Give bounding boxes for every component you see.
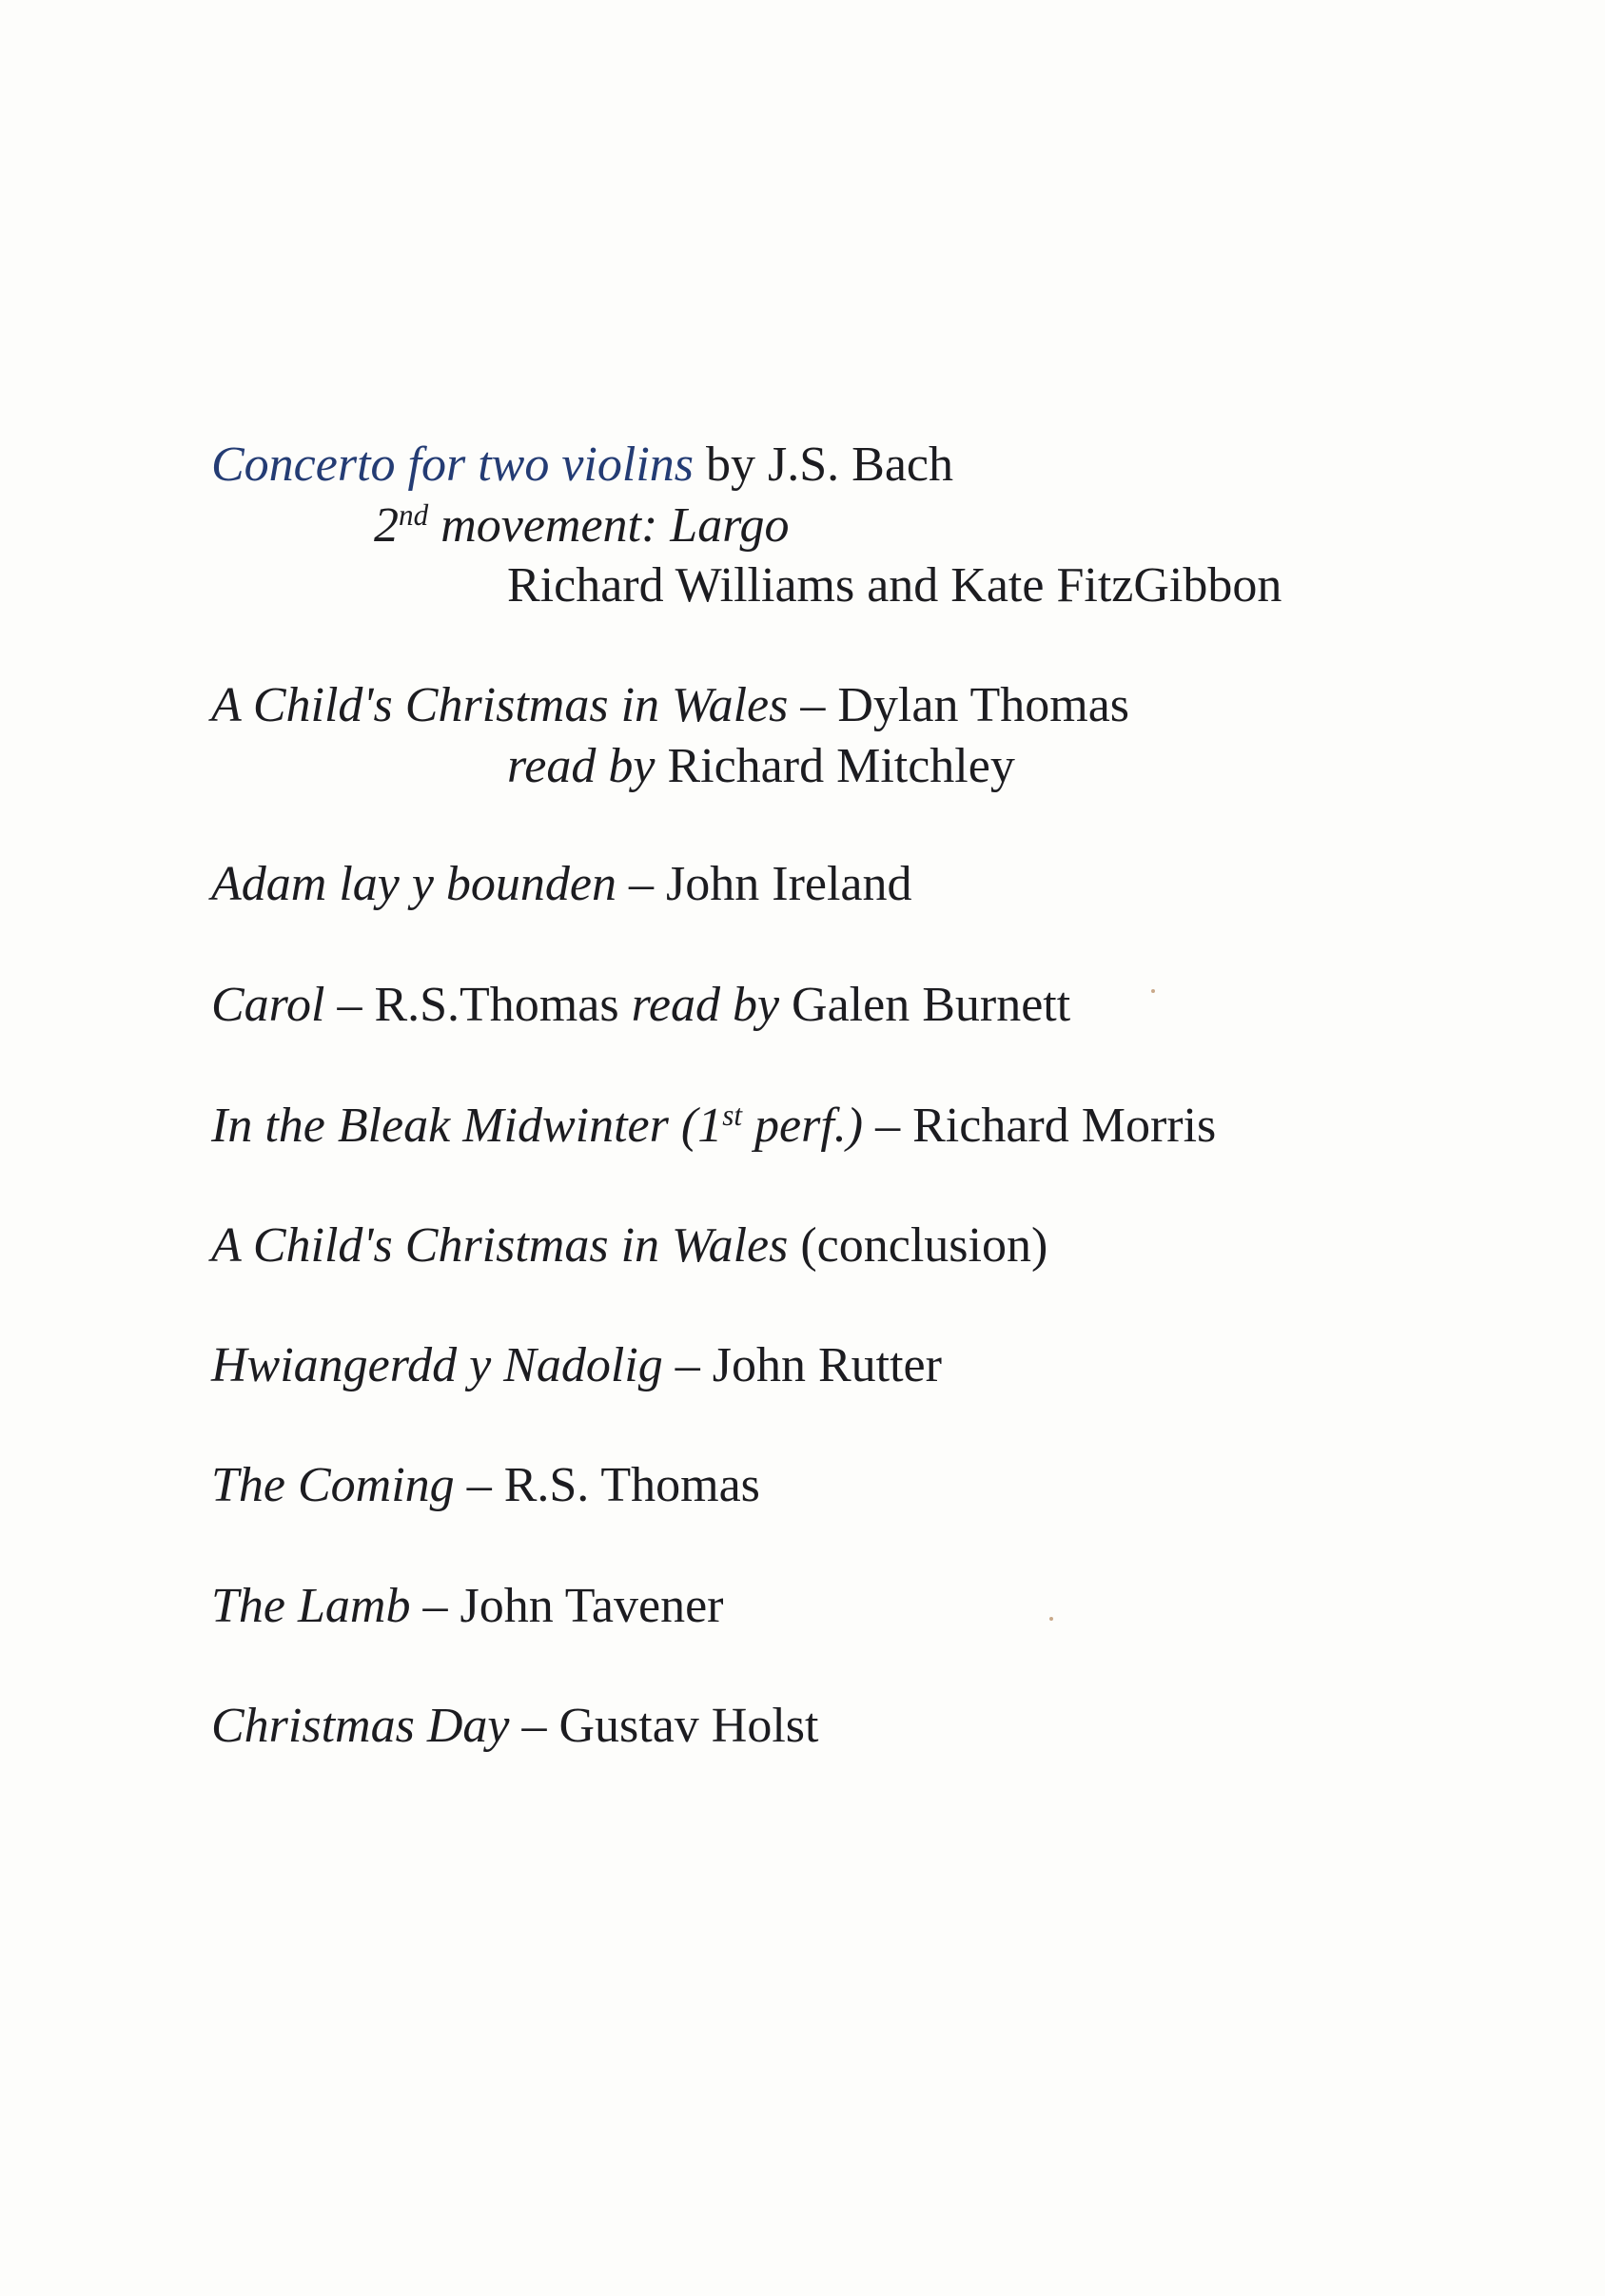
work-title-tail: perf.): [742, 1099, 864, 1153]
work-title: The Lamb: [211, 1579, 411, 1633]
joiner: –: [788, 678, 838, 732]
reader: Galen Burnett: [779, 978, 1071, 1032]
work-title: Adam lay y bounden: [211, 857, 617, 911]
joiner: –: [863, 1099, 913, 1153]
work-title: The Coming: [211, 1458, 455, 1512]
movement-ordinal: nd: [399, 497, 429, 532]
joiner: –: [509, 1699, 559, 1753]
author: R.S. Thomas: [503, 1458, 760, 1512]
work-title: In the Bleak Midwinter (1: [211, 1099, 723, 1153]
work-title: Hwiangerdd y Nadolig: [211, 1338, 663, 1392]
note: (conclusion): [788, 1218, 1048, 1273]
programme-item-hwiangerdd: [211, 1338, 942, 1392]
programme-item-bach-performers: Richard Williams and Kate FitzGibbon: [507, 558, 1282, 613]
composer: Gustav Holst: [558, 1699, 819, 1753]
performance-ordinal: st: [722, 1098, 743, 1132]
work-title: Concerto for two violins: [211, 438, 694, 492]
composer: J.S. Bach: [768, 438, 953, 492]
joiner: –: [410, 1579, 460, 1633]
scan-speck: [1151, 989, 1155, 993]
joiner: –: [324, 978, 375, 1032]
programme-item-carol: [211, 978, 1071, 1032]
programme-item-adam-lay: [211, 857, 912, 911]
programme-item-childs-christmas-conclusion: [211, 1218, 1048, 1273]
author: Dylan Thomas: [837, 678, 1130, 732]
movement-text: movement: Largo: [428, 498, 790, 553]
joiner: –: [454, 1458, 504, 1512]
programme-item-childs-christmas: [211, 678, 1130, 732]
author: R.S.Thomas: [374, 978, 632, 1032]
joiner: by: [694, 438, 768, 492]
joiner: –: [662, 1338, 713, 1392]
composer: John Tavener: [460, 1579, 724, 1633]
programme-item-childs-christmas-reader: [507, 739, 1015, 793]
read-by-label: read by: [507, 739, 656, 793]
work-title: A Child's Christmas in Wales: [211, 678, 789, 732]
work-title: A Child's Christmas in Wales: [211, 1218, 789, 1273]
composer: Richard Morris: [912, 1099, 1217, 1153]
composer: John Rutter: [712, 1338, 942, 1392]
read-by-label: read by: [631, 978, 780, 1032]
programme-item-bleak-midwinter: [211, 1098, 1217, 1153]
joiner: –: [617, 857, 667, 911]
programme-item-bach-movement: [374, 497, 790, 553]
reader: Richard Mitchley: [655, 739, 1015, 793]
programme-item-christmas-day: [211, 1699, 819, 1753]
composer: John Ireland: [666, 857, 912, 911]
programme-item-the-coming: [211, 1458, 760, 1512]
scan-speck: [1049, 1617, 1053, 1621]
work-title: Christmas Day: [211, 1699, 510, 1753]
movement-number: 2: [374, 498, 399, 553]
programme-item-bach-title: [211, 440, 953, 490]
work-title: Carol: [211, 978, 325, 1032]
programme-item-the-lamb: [211, 1579, 724, 1633]
